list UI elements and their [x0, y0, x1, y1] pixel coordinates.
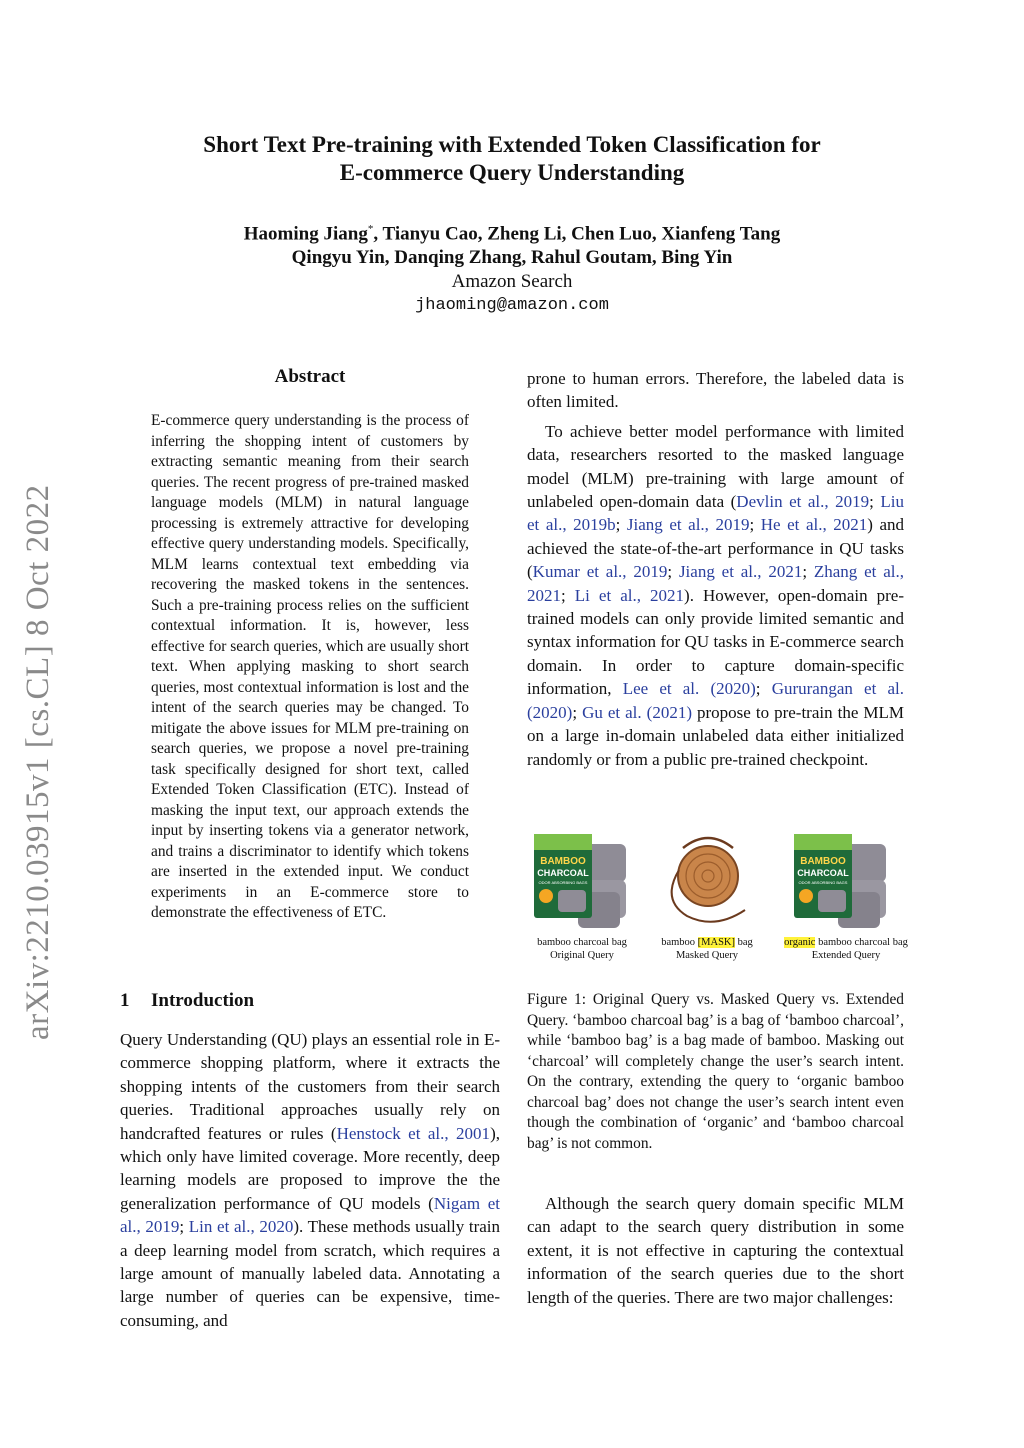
charcoal-bag-product-image-extended: [792, 830, 890, 932]
figure-1-caption: Figure 1: Original Query vs. Masked Query vs. Extended Query. ‘bamboo charcoal bag’ is a bag of ‘bamboo charcoal’, while ‘bamboo bag’ is a bag made of bamboo. Masking out ‘charcoal’ will completely change the user’s search intent. On the contrary, extending the query to ‘organic bamboo charcoal bag’ does not change the user’s search intent even though the combination of ‘organic’ and ‘bamboo charcoal bag’ is not common.: [527, 991, 904, 1152]
abstract-body: E-commerce query understanding is the process of inferring the shopping intent of customers by extracting semantic meaning from their search queries. The recent progress of pre-trained masked language models (MLM) in natural language processing is extremely attractive for developing effective query understanding models. Specifically, MLM learns contextual text embedding via recovering the masked tokens in the sentences. Such a pre-training process relies on the sufficient contextual information. It is, however, less effective for search queries, which are usually short text. When applying masking to short search queries, most contextual information is lost and the intent of the search queries may be changed. To mitigate the above issues for MLM pre-training on search queries, we propose a novel pre-training task specifically designed for short text, called Extended Token Classification (ETC). Instead of masking the input text, our approach extends the input by inserting tokens via a generator network, and trains a discriminator to identify which tokens are inserted in the extended input. We conduct experiments in an E-commerce store to demonstrate the effectiveness of ETC.: [151, 412, 469, 921]
package-sub-text: ODOR ABSORBING BAGS: [538, 880, 588, 885]
affiliation: Amazon Search: [451, 271, 573, 293]
mlm-paragraph: [527, 420, 904, 771]
citation-link[interactable]: Gu et al.: [582, 702, 642, 722]
masked-query-label: Masked Query: [675, 950, 739, 961]
citation-link[interactable]: Jiang et al., 2021: [678, 562, 803, 582]
extended-query-label: Extended Query: [811, 950, 881, 961]
package-badge-shape: [539, 889, 553, 903]
original-query-text: bamboo charcoal bag: [537, 937, 627, 948]
figure-caption-masked: [637, 936, 777, 962]
citation-link[interactable]: Lin et al., 2020: [188, 1217, 294, 1237]
citation-link[interactable]: Nigam et al., 2019: [120, 1193, 500, 1237]
title-line-1: Short Text Pre-training with Extended Token Classification for: [203, 132, 821, 157]
package-name-text: CHARCOAL: [537, 868, 589, 878]
contact-email[interactable]: jhaoming@amazon.com: [415, 296, 609, 316]
package-brand-text: BAMBOO: [800, 856, 846, 867]
author-block: [120, 217, 904, 318]
citation-year[interactable]: (2021): [646, 702, 692, 722]
introduction-paragraph: [120, 1028, 500, 1332]
challenges-paragraph: Although the search query domain specific MLM can adapt to the search query distribution in some extent, it is not effective in capturing the contextual information of the search queries due to the short length of the queries. There are two major challenges:: [527, 1194, 904, 1307]
intro-text-a: Query Understanding (QU) plays an essential role in E-commerce shopping platform, where it extracts the shopping intents of the customers from their search queries. Traditional approaches usually rely on handcrafted features or rules (: [120, 1030, 500, 1143]
charcoal-bag-product-image: [532, 830, 630, 932]
charcoal-pouch-shape: [558, 890, 586, 912]
citation-link[interactable]: Devlin et al., 2019: [736, 492, 870, 512]
package-brand-text: BAMBOO: [540, 856, 586, 867]
citation-separator: ;: [749, 515, 761, 535]
intro-text-b: ), which only have limited coverage. More recently, deep learning models are proposed to improve the the generalization performance of QU models (: [120, 1123, 500, 1213]
citation-year[interactable]: (2020): [527, 702, 573, 722]
citation-link[interactable]: Henstock et al., 2001: [336, 1123, 491, 1143]
author-line-2: Qingyu Yin, Danqing Zhang, Rahul Goutam, Bing Yin: [291, 247, 733, 269]
equal-contribution-mark: *: [367, 223, 374, 235]
paper-title: [120, 131, 904, 187]
package-top-band: [794, 834, 852, 850]
citation-separator: ;: [802, 562, 814, 582]
mask-token-highlight: [MASK]: [697, 937, 735, 948]
citation-link[interactable]: Lee et al.: [622, 679, 700, 699]
original-query-label: Original Query: [550, 950, 614, 961]
package-badge-shape: [799, 889, 813, 903]
masked-query-suffix: bag: [735, 937, 753, 948]
package-name-text: CHARCOAL: [797, 868, 849, 878]
section-number: 1: [120, 990, 130, 1011]
figure-caption-extended: [776, 936, 916, 962]
right-column-text: [527, 367, 904, 771]
arxiv-identifier-stamp: arXiv:2210.03915v1 [cs.CL] 8 Oct 2022: [20, 484, 56, 1040]
citation-separator: ;: [869, 492, 881, 512]
abstract-heading: Abstract: [274, 366, 346, 387]
mlm-text-a: To achieve better model performance with limited data, researchers resorted to the masked language model (MLM) pre-training with large amount of unlabeled open-domain data (: [527, 421, 904, 512]
citation-link[interactable]: Jiang et al., 2019: [626, 515, 750, 535]
package-sub-text: ODOR ABSORBING BAGS: [798, 880, 848, 885]
continued-paragraph: prone to human errors. Therefore, the labeled data is often limited.: [527, 369, 904, 412]
mlm-text-d: propose to pre-train the MLM on a large in-domain unlabeled data either initialized randomly or from a public pre-trained checkpoint.: [527, 702, 904, 769]
first-author: Haoming Jiang: [243, 223, 368, 245]
citation-year[interactable]: (2020): [710, 679, 756, 699]
extended-query-suffix: bamboo charcoal bag: [815, 937, 908, 948]
citation-link[interactable]: He et al., 2021: [760, 515, 868, 535]
rattan-bag-body-shape: [678, 846, 738, 906]
citation-link[interactable]: Gururangan et al.: [771, 679, 904, 699]
citation-link[interactable]: Kumar et al., 2019: [532, 562, 668, 582]
package-top-band: [534, 834, 592, 850]
round-rattan-bag-image: [665, 830, 751, 932]
figure-1: [527, 830, 907, 962]
section-title: Introduction: [151, 990, 255, 1011]
intro-text-c: ). These methods usually train a deep learning model from scratch, which requires a large amount of manually labeled data. Annotating a large number of queries can be expensive, time-consuming, and: [120, 1217, 500, 1330]
mlm-text-b: ) and achieved the state-of-the-art performance in QU tasks (: [527, 515, 905, 582]
author-line-1: [120, 217, 904, 246]
author-line-1-rest: , Tianyu Cao, Zheng Li, Chen Luo, Xianfeng Tang: [373, 223, 781, 245]
citation-separator: ;: [179, 1217, 189, 1237]
citation-separator: ;: [667, 562, 679, 582]
figure-caption-original: [512, 936, 652, 962]
inserted-token-highlight: organic: [784, 937, 816, 948]
citation-link[interactable]: Li et al., 2021: [574, 585, 685, 605]
extended-query-text: [776, 936, 916, 949]
citation-link[interactable]: Zhang et al., 2021: [527, 562, 904, 605]
mlm-text-c: ). However, open-domain pre-trained models can only provide limited semantic and syntax information for QU tasks in E-commerce search domain. In order to capture domain-specific information,: [527, 585, 904, 699]
citation-separator: ;: [615, 515, 627, 535]
charcoal-pouch-shape: [818, 890, 846, 912]
section-heading-introduction: [120, 990, 254, 1012]
citation-separator: ;: [561, 585, 575, 605]
citation-separator: ;: [755, 679, 772, 699]
title-line-2: E-commerce Query Understanding: [339, 160, 685, 185]
citation-separator: ;: [572, 702, 583, 722]
citation-link[interactable]: Liu et al., 2019b: [527, 492, 904, 535]
masked-query-text: [637, 936, 777, 949]
masked-query-prefix: bamboo: [661, 937, 698, 948]
